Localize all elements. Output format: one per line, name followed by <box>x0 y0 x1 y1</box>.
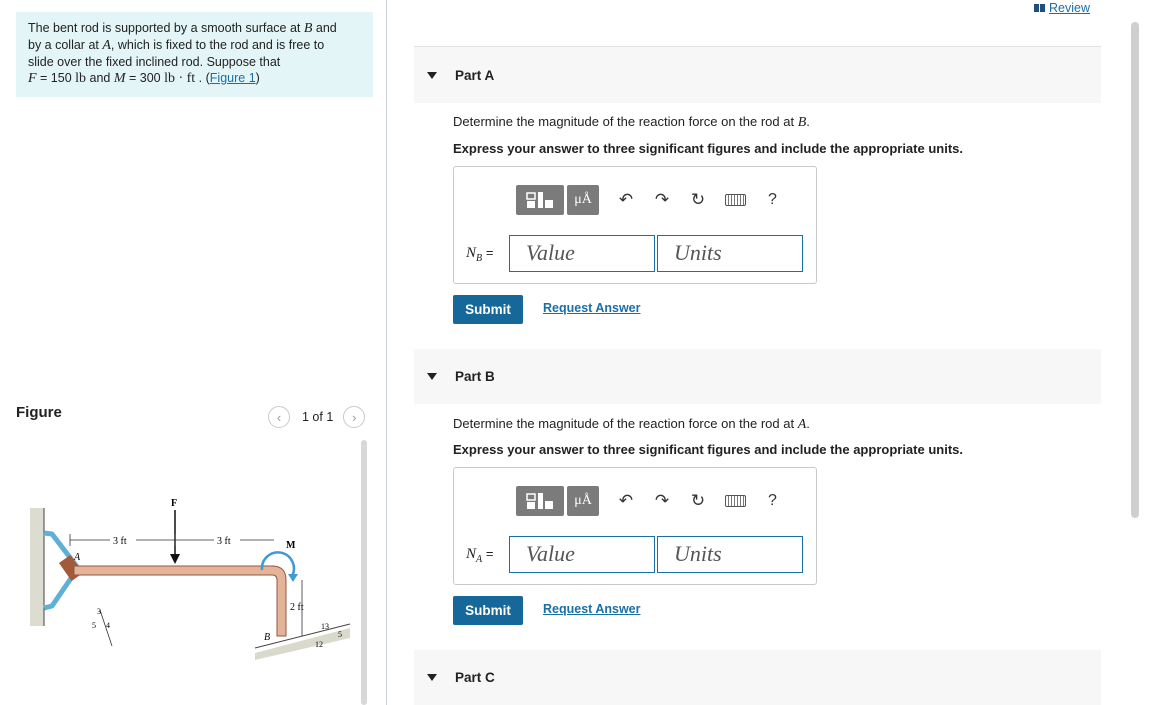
problem-text: The bent rod is supported by a smooth surface at <box>28 21 304 35</box>
templates-icon[interactable] <box>516 486 564 516</box>
var-symbol: N <box>466 245 477 261</box>
label-dim-3ft-2: 3 ft <box>217 536 231 547</box>
symbol-A: A <box>797 417 807 432</box>
problem-statement <box>16 12 373 97</box>
problem-text: by a collar at <box>28 38 103 52</box>
force-F-arrowhead <box>170 554 180 564</box>
question-text: Determine the magnitude of the reaction force on the rod at <box>453 416 798 431</box>
var-symbol: N <box>466 546 477 562</box>
collapse-triangle-icon <box>427 72 437 79</box>
part-a-header[interactable] <box>414 47 1101 103</box>
label-slopeA-5: 5 <box>92 621 96 630</box>
problem-text: , which is fixed to the rod and is free to <box>110 38 325 52</box>
symbol-F: F <box>28 71 37 86</box>
unit-lb-ft: lb · ft <box>164 71 196 86</box>
units-input[interactable]: Units <box>657 536 803 573</box>
problem-text: and <box>86 71 114 85</box>
problem-text: = 300 <box>125 71 165 85</box>
symbol-A: A <box>102 38 111 53</box>
figure-heading: Figure <box>16 404 62 421</box>
part-b-instruction: Express your answer to three significant figures and include the appropriate units. <box>453 442 963 457</box>
figure-diagram <box>20 488 360 668</box>
templates-icon[interactable] <box>516 185 564 215</box>
label-A: A <box>74 552 81 563</box>
part-a-label: Part A <box>455 67 495 83</box>
part-a-instruction: Express your answer to three significant figures and include the appropriate units. <box>453 141 963 156</box>
label-dim-3ft-1: 3 ft <box>113 536 127 547</box>
label-slopeB-5: 5 <box>338 630 342 639</box>
label-slopeB-12: 12 <box>315 640 323 649</box>
help-icon[interactable]: ? <box>768 191 777 208</box>
units-input[interactable]: Units <box>657 235 803 272</box>
math-toolbar <box>516 486 777 516</box>
units-icon[interactable]: μÅ <box>567 486 599 516</box>
keyboard-icon[interactable] <box>725 495 746 507</box>
part-b-answer-box <box>453 467 817 585</box>
var-subscript: A <box>476 554 483 565</box>
review-label: Review <box>1049 1 1090 15</box>
part-a-question <box>453 114 810 131</box>
symbol-B: B <box>797 115 807 130</box>
label-B: B <box>264 632 271 643</box>
value-input[interactable]: Value <box>509 235 655 272</box>
wall <box>30 508 44 626</box>
help-icon[interactable]: ? <box>768 492 777 509</box>
redo-icon[interactable]: ↷ <box>654 190 670 209</box>
collapse-triangle-icon <box>427 674 437 681</box>
figure-pager <box>268 406 365 428</box>
undo-icon[interactable]: ↶ <box>618 491 634 510</box>
part-b-question <box>453 416 810 433</box>
problem-text: and <box>312 21 337 35</box>
label-M: M <box>286 540 296 551</box>
redo-icon[interactable]: ↷ <box>654 491 670 510</box>
part-b-label: Part B <box>455 369 495 384</box>
keyboard-icon[interactable] <box>725 194 746 206</box>
request-answer-link[interactable]: Request Answer <box>543 602 641 616</box>
submit-button[interactable]: Submit <box>453 295 523 324</box>
part-b-header[interactable] <box>414 349 1101 404</box>
page-scrollbar[interactable] <box>1131 22 1139 518</box>
book-icon <box>1034 4 1045 12</box>
figure-link[interactable]: Figure 1 <box>209 71 256 85</box>
label-slopeB-13: 13 <box>321 622 329 631</box>
submit-button[interactable]: Submit <box>453 596 523 625</box>
collapse-triangle-icon <box>427 373 437 380</box>
reset-icon[interactable]: ↻ <box>690 491 706 510</box>
problem-text: slide over the fixed inclined rod. Suppose that <box>28 55 281 69</box>
problem-text: . ( <box>195 71 210 85</box>
reset-icon[interactable]: ↻ <box>690 190 706 209</box>
review-link[interactable] <box>1034 1 1090 15</box>
bent-rod-horizontal <box>74 566 274 575</box>
problem-text: ) <box>255 71 260 85</box>
label-slopeA-4: 4 <box>106 621 110 630</box>
part-c-header[interactable] <box>414 650 1101 705</box>
answer-label-NB <box>466 245 493 264</box>
question-text: Determine the magnitude of the reaction force on the rod at <box>453 114 798 129</box>
figure-scrollbar[interactable] <box>361 440 367 705</box>
bent-rod-corner <box>272 566 286 636</box>
symbol-B: B <box>303 21 313 36</box>
question-text: . <box>806 114 810 129</box>
value-input[interactable]: Value <box>509 536 655 573</box>
var-subscript: B <box>476 253 483 264</box>
problem-text: = 150 <box>36 71 76 85</box>
prev-figure-button[interactable]: ‹ <box>268 406 290 428</box>
unit-lb: lb <box>75 71 87 86</box>
symbol-M: M <box>113 71 126 86</box>
moment-M-arrowhead <box>288 574 298 582</box>
request-answer-link[interactable]: Request Answer <box>543 301 641 315</box>
part-c-label: Part C <box>455 670 495 685</box>
undo-icon[interactable]: ↶ <box>618 190 634 209</box>
equals-sign: = <box>485 245 494 260</box>
pager-label: 1 of 1 <box>302 410 334 424</box>
label-slopeA-3: 3 <box>97 607 101 616</box>
math-toolbar <box>516 185 777 215</box>
question-text: . <box>806 416 810 431</box>
label-F: F <box>171 498 178 509</box>
answer-label-NA <box>466 546 493 565</box>
panel-divider <box>386 0 387 705</box>
label-dim-2ft: 2 ft <box>290 602 304 613</box>
units-icon[interactable]: μÅ <box>567 185 599 215</box>
part-a-answer-box <box>453 166 817 284</box>
next-figure-button[interactable]: › <box>343 406 365 428</box>
equals-sign: = <box>485 546 494 561</box>
